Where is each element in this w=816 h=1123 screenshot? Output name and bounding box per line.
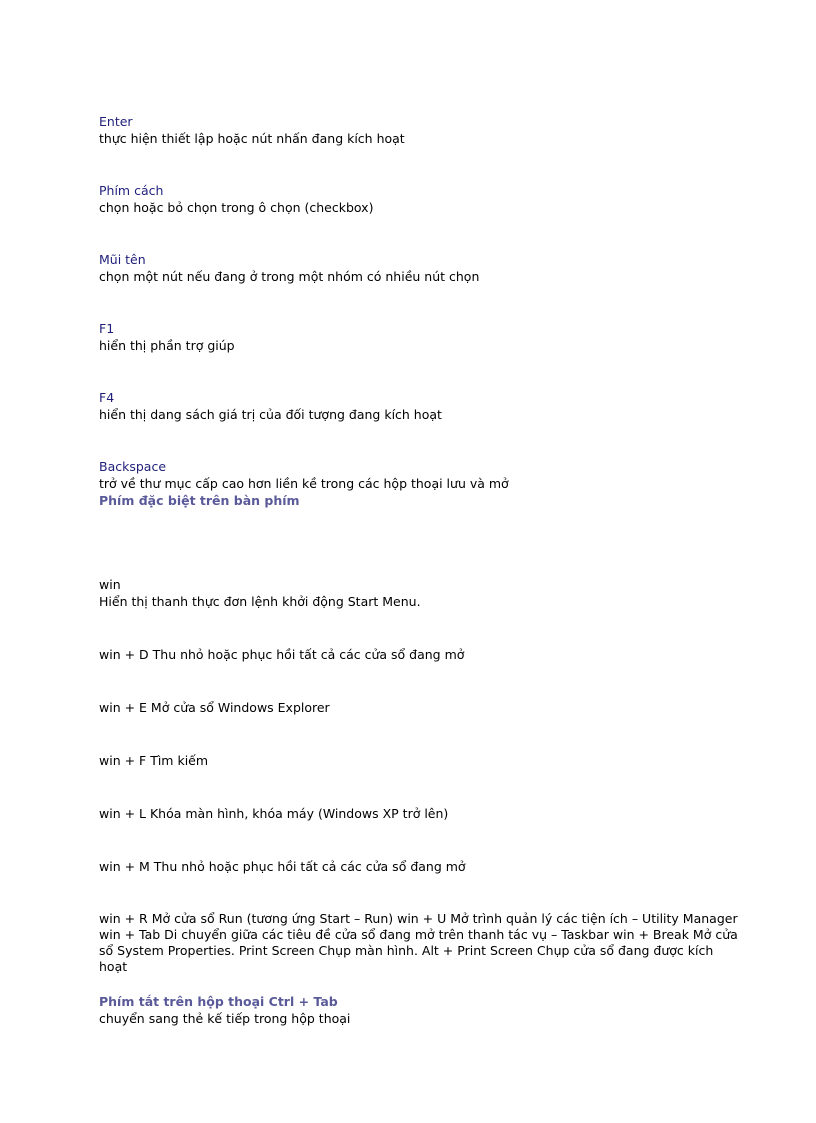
- win-shortcut-f: win + F Tìm kiếm: [99, 753, 209, 768]
- key-arrows: Mũi tên: [99, 252, 146, 267]
- key-backspace: Backspace: [99, 459, 167, 474]
- key-backspace-description: trở về thư mục cấp cao hơn liền kề trong các hộp thoại lưu và mở: [99, 476, 509, 491]
- key-f4: F4: [99, 390, 115, 405]
- key-enter: Enter: [99, 114, 133, 129]
- win-shortcut-l: win + L Khóa màn hình, khóa máy (Windows XP trở lên): [99, 806, 449, 821]
- special-keys-heading: Phím đặc biệt trên bàn phím: [99, 493, 300, 508]
- win-shortcuts-paragraph: win + R Mở cửa sổ Run (tương ứng Start – Run) win + U Mở trình quản lý các tiện ích – Utility Manager win + Tab Di chuyển giữa các tiêu đề cửa sổ đang mở trên thanh tác vụ – Taskbar win + Break Mở cửa sổ System Properties. Print Screen Chụp màn hình. Alt + Print Screen Chụp cửa sổ đang được kích hoạt: [99, 911, 738, 974]
- win-key: win: [99, 577, 121, 592]
- key-f1-description: hiển thị phần trợ giúp: [99, 338, 235, 353]
- key-arrows-description: chọn một nút nếu đang ở trong một nhóm có nhiều nút chọn: [99, 269, 480, 284]
- dialog-shortcuts-description: chuyển sang thẻ kế tiếp trong hộp thoại: [99, 1011, 351, 1026]
- key-f1: F1: [99, 321, 115, 336]
- win-shortcut-d: win + D Thu nhỏ hoặc phục hồi tất cả các cửa sổ đang mở: [99, 647, 465, 662]
- win-shortcut-e: win + E Mở cửa sổ Windows Explorer: [99, 700, 330, 715]
- win-key-description: Hiển thị thanh thực đơn lệnh khởi động Start Menu.: [99, 594, 421, 609]
- key-f4-description: hiển thị dang sách giá trị của đối tượng đang kích hoạt: [99, 407, 442, 422]
- key-space-description: chọn hoặc bỏ chọn trong ô chọn (checkbox): [99, 200, 374, 215]
- win-shortcut-m: win + M Thu nhỏ hoặc phục hồi tất cả các cửa sổ đang mở: [99, 859, 466, 874]
- dialog-shortcuts-heading: Phím tắt trên hộp thoại Ctrl + Tab: [99, 994, 338, 1009]
- key-space: Phím cách: [99, 183, 164, 198]
- key-enter-description: thực hiện thiết lập hoặc nút nhấn đang kích hoạt: [99, 131, 405, 146]
